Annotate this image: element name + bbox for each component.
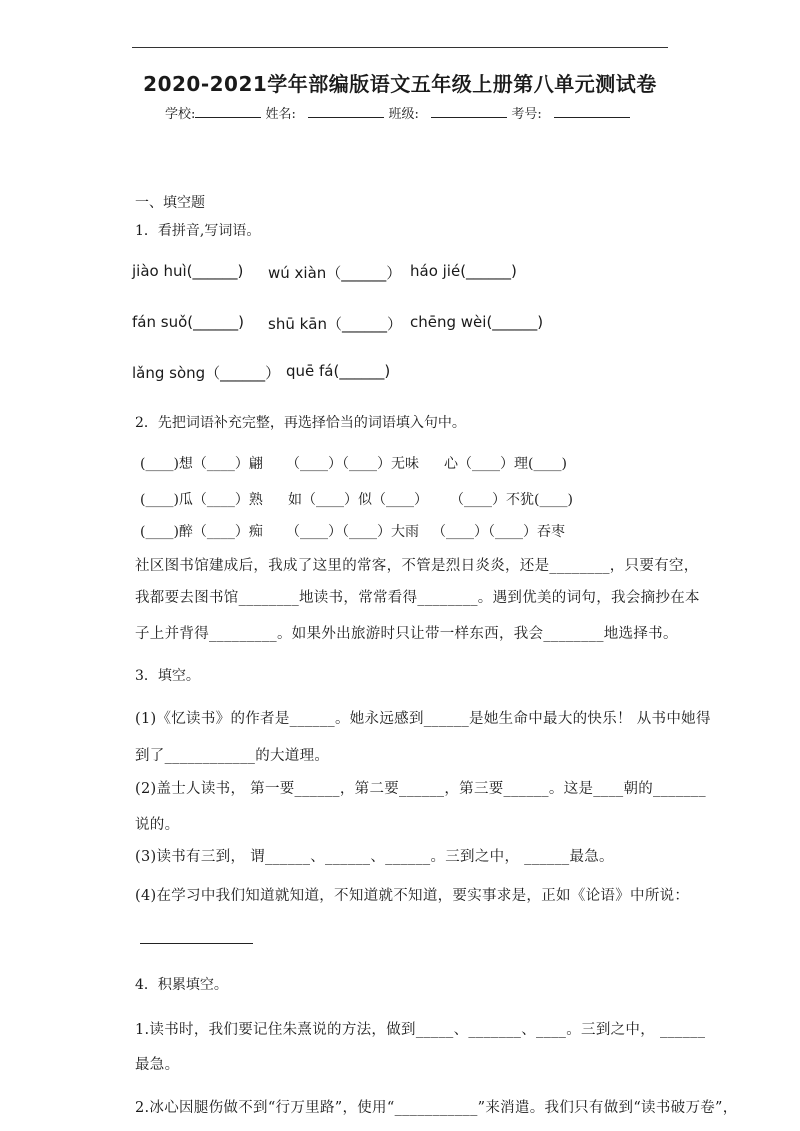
q2-title: 2．先把词语补充完整，再选择恰当的词语填入句中。 — [135, 415, 466, 431]
idiom-item: （____）（____）大雨 — [286, 524, 419, 540]
pinyin-item: wú xiàn（______） — [268, 264, 402, 282]
answer-blank[interactable] — [140, 943, 253, 944]
student-info — [165, 103, 630, 122]
q3-item: (2)盖士人读书， 第一要______，第二要______，第三要______。这是____朝的_______ — [135, 781, 706, 797]
section-heading: 一、填空题 — [135, 195, 205, 211]
class-blank[interactable] — [431, 103, 507, 118]
number-label: 考号: — [511, 107, 542, 122]
q3-item: 说的。 — [135, 817, 180, 833]
q3-item: 到了____________的大道理。 — [135, 748, 330, 764]
number-blank[interactable] — [554, 103, 630, 118]
school-label: 学校: — [165, 107, 196, 122]
q4-item: 最急。 — [135, 1057, 180, 1073]
idiom-item: (____)醉（____）痴 — [140, 524, 263, 540]
page-title: 2020-2021学年部编版语文五年级上册第八单元测试卷 — [143, 72, 657, 96]
q3-title: 3．填空。 — [135, 668, 200, 684]
name-blank[interactable] — [308, 103, 384, 118]
pinyin-item: chēng wèi(______) — [410, 313, 544, 331]
q2-paragraph-line: 子上并背得_________。如果外出旅游时只让带一样东西，我会________地选择书。 — [135, 626, 678, 642]
pinyin-item: fán suǒ(______) — [132, 313, 244, 331]
idiom-item: （____）（____）吞枣 — [432, 524, 565, 540]
idiom-item: 如（____）似（____） — [288, 492, 428, 508]
pinyin-item: háo jié(______) — [410, 262, 517, 280]
class-label: 班级: — [388, 107, 419, 122]
q4-item: 2.冰心因腿伤做不到“行万里路”，使用“___________”来消遣。我们只有做到“读书破万卷”， — [135, 1100, 738, 1116]
idiom-item: (____)想（____）翩 — [140, 456, 263, 472]
q4-item: 1.读书时，我们要记住朱熹说的方法，做到_____、_______、____。三到之中， ______ — [135, 1022, 706, 1038]
q2-paragraph-line: 社区图书馆建成后，我成了这里的常客，不管是烈日炎炎，还是________，只要有空， — [135, 558, 699, 574]
q1-title: 1．看拼音,写词语。 — [135, 223, 261, 239]
header-rule — [132, 47, 668, 48]
pinyin-item: jiào huì(______) — [132, 262, 244, 280]
q3-item: (3)读书有三到， 谓______、______、______。三到之中， ______最急。 — [135, 849, 614, 865]
pinyin-item: quē fá(______) — [286, 362, 391, 380]
q3-item: (4)在学习中我们知道就知道，不知道就不知道，要实事求是，正如《论语》中所说： — [135, 888, 690, 904]
q4-title: 4．积累填空。 — [135, 977, 228, 993]
q2-paragraph-line: 我都要去图书馆________地读书，常常看得________。遇到优美的词句，我会摘抄在本 — [135, 590, 700, 606]
pinyin-item: shū kān（______） — [268, 315, 402, 333]
idiom-item: （____）不犹(____) — [450, 492, 573, 508]
idiom-item: 心（____）理(____) — [444, 456, 567, 472]
q3-item: (1)《忆读书》的作者是______。她永远感到______是她生命中最大的快乐！ 从书中她得 — [135, 711, 711, 727]
school-blank[interactable] — [195, 103, 261, 118]
idiom-item: (____)瓜（____）熟 — [140, 492, 263, 508]
pinyin-item: lǎng sòng（______） — [132, 364, 281, 382]
idiom-item: （____）（____）无味 — [286, 456, 419, 472]
name-label: 姓名: — [265, 107, 296, 122]
